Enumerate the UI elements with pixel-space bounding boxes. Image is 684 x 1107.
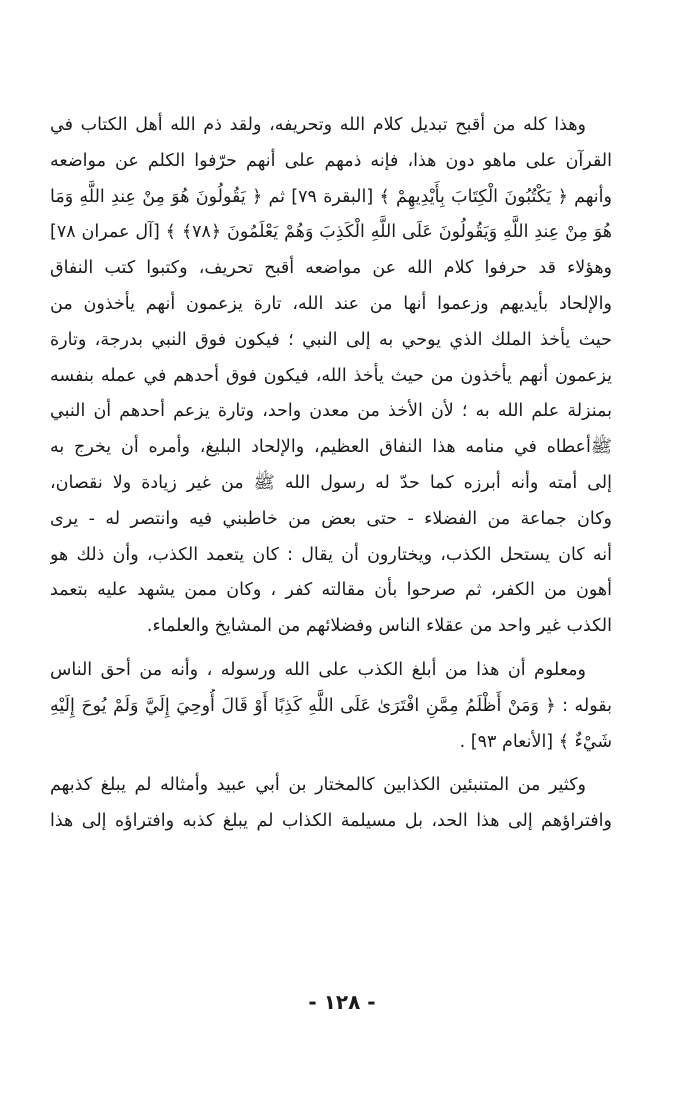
text-line: وكان جماعة من الفضلاء - حتى بعض من خاطبني فيه وانتصر له - يرى [50,508,612,529]
body-text [50,108,612,840]
text-line: ومعلوم أن هذا من أبلغ الكذب على الله ورسوله ، وأنه من أحق الناس [50,659,586,680]
paragraph-1 [50,108,612,645]
text-line: يزعمون أنهم يأخذون من حيث يأخذ الله، فيكون فوق أحدهم في عمله بنفسه [50,365,612,386]
text-line: وهذا كله من أقبح تبديل كلام الله وتحريفه، ولقد ذم الله أهل الكتاب في [50,115,586,135]
text-line: أنه كان يستحل الكذب، ويختارون أن يقال : كان يتعمد الكذب، وأن ذلك هو [50,544,612,565]
text-line: إلى أمته وأنه أبرزه كما حدّ له رسول الله ﷺ من غير زيادة ولا نقصان، [50,472,612,493]
paragraph-2 [50,653,612,760]
text-line: حيث يأخذ الملك الذي يوحي به إلى النبي ؛ فيكون فوق النبي بدرجة، وتارة [50,329,612,350]
text-line: وهؤلاء قد حرفوا كلام الله عن مواضعه أقبح تحريف، وكتبوا كتب النفاق [50,258,612,279]
text-line: وافتراؤهم إلى هذا الحد، بل مسيلمة الكذاب لم يبلغ كذبه وافتراؤه إلى هذا [50,811,612,832]
text-line: والإلحاد بأيديهم وزعموا أنها من عند الله، تارة يزعمون أنهم يأخذون من [50,293,612,314]
text-line: القرآن على ماهو دون هذا، فإنه ذمهم على أنهم حرّفوا الكلم عن مواضعه [50,150,612,171]
text-line: بمنزلة علم الله به ؛ لأن الأخذ من معدن واحد، وتارة يزعم أحدهم أن النبي [50,401,612,422]
page-number: - ١٢٨ - [308,990,376,1014]
text-line: شَيْءٌ ﴾ [الأنعام ٩٣] . [459,731,612,752]
text-line: هُوَ مِنْ عِندِ اللَّهِ وَيَقُولُونَ عَلَى اللَّهِ الْكَذِبَ وَهُمْ يَعْلَمُونَ ﴿٧٨﴾ ﴾ [آل عمران ٧٨] [50,222,612,243]
text-line: وكثير من المتنبئين الكذابين كالمختار بن أبي عبيد وأمثاله لم يبلغ كذبهم [50,775,586,796]
text-line: ﷺأعطاه في منامه هذا النفاق العظيم، والإلحاد البليغ، وأمره أن يخرج به [50,437,612,458]
text-line: بقوله : ﴿ وَمَنْ أَظْلَمُ مِمَّنِ افْتَرَىٰ عَلَى اللَّهِ كَذِبًا أَوْ قَالَ أُوحِيَ إِلَيَّ وَلَمْ يُوحَ إِلَيْهِ [50,695,612,716]
text-line: أهون من الكفر، ثم صرحوا بأن مقالته كفر ، وكان ممن يشهد عليه بتعمد [50,580,612,601]
text-line: الكذب غير واحد من عقلاء الناس وفضلائهم من المشايخ والعلماء. [146,616,612,637]
text-line: وأنهم ﴿ يَكْتُبُونَ الْكِتَابَ بِأَيْدِيهِمْ ﴾ [البقرة ٧٩] ثم ﴿ يَقُولُونَ هُوَ مِنْ عِندِ اللَّهِ وَمَا [50,186,612,207]
paragraph-3 [50,768,612,840]
